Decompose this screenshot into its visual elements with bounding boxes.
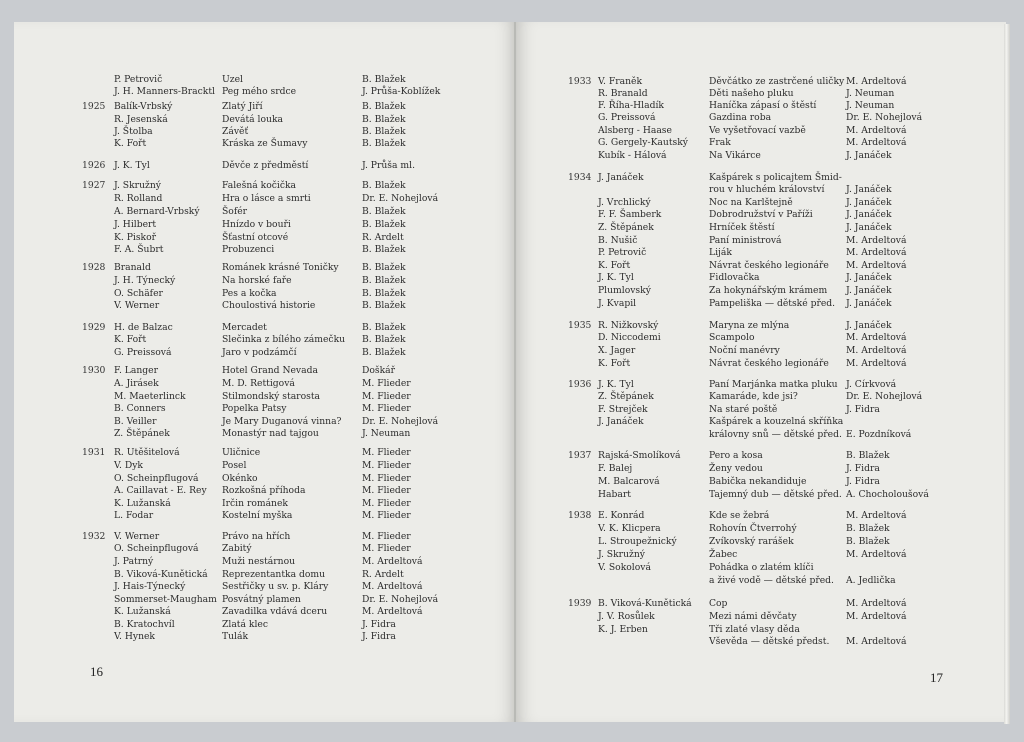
- entry-title: Ve vyšetřovací vazbě: [709, 125, 806, 136]
- entry-author: K. Lužanská: [114, 606, 171, 617]
- entry-year: 1936: [568, 379, 592, 390]
- entry-translator: M. Flieder: [362, 473, 411, 484]
- entry-translator: M. Flieder: [362, 531, 411, 542]
- entry-title: Právo na hřích: [222, 531, 291, 542]
- entry-title: Noc na Karlštejně: [709, 197, 793, 208]
- entry-title: Pampeliška — dětské před.: [709, 298, 836, 309]
- entry-title: a živé vodě — dětské před.: [709, 575, 834, 586]
- entry-title: Uličnice: [222, 447, 261, 458]
- entry-translator: J. Janáček: [846, 285, 892, 296]
- entry-author: J. Hilbert: [114, 219, 157, 230]
- entry-title: Pes a kočka: [222, 288, 277, 299]
- page-number-right: 17: [930, 670, 943, 685]
- entry-translator: M. Flieder: [362, 378, 411, 389]
- entry-title: Pero a kosa: [709, 450, 763, 461]
- page-number-left: 16: [90, 664, 103, 679]
- entry-title: Scampolo: [709, 332, 755, 343]
- entry-translator: M. Ardeltová: [846, 345, 907, 356]
- entry-translator: A. Chocholoušová: [846, 489, 929, 500]
- entry-title: Noční manévry: [709, 345, 780, 356]
- entry-author: R. Utěšitelová: [114, 447, 180, 458]
- entry-author: J. K. Tyl: [598, 379, 634, 390]
- entry-year: 1935: [568, 320, 592, 331]
- entry-translator: Dr. E. Nohejlová: [362, 594, 439, 605]
- entry-author: V. Sokolová: [598, 562, 651, 573]
- entry-translator: M. Flieder: [362, 391, 411, 402]
- entry-title: Kráska ze Šumavy: [222, 138, 308, 149]
- entry-year: 1926: [82, 160, 106, 171]
- entry-title: Zlatý Jiří: [222, 101, 263, 112]
- entry-translator: J. Janáček: [846, 272, 892, 283]
- entry-title: Návrat českého legionáře: [709, 260, 829, 271]
- entry-translator: B. Blažek: [362, 275, 406, 286]
- entry-year: 1925: [82, 101, 106, 112]
- entry-translator: M. Flieder: [362, 485, 411, 496]
- entry-author: X. Jager: [598, 345, 636, 356]
- entry-author: G. Preissová: [114, 347, 172, 358]
- entry-translator: J. Janáček: [846, 320, 892, 331]
- entry-translator: B. Blažek: [846, 450, 890, 461]
- entry-title: Návrat českého legionáře: [709, 358, 829, 369]
- entry-title: Na staré poště: [709, 404, 778, 415]
- entry-title: Děvče z předměstí: [222, 160, 309, 171]
- entry-title: Ženy vedou: [709, 463, 763, 474]
- entry-translator: B. Blažek: [362, 180, 406, 191]
- entry-translator: B. Blažek: [362, 322, 406, 333]
- entry-title: Hrníček štěstí: [709, 222, 775, 233]
- entry-author: K. Fořt: [114, 334, 147, 345]
- entry-translator: R. Ardelt: [362, 232, 404, 243]
- entry-translator: J. Církvová: [846, 379, 897, 390]
- entry-title: Kde se žebrá: [709, 510, 770, 521]
- entry-author: J. H. Manners-Bracktl: [114, 86, 215, 97]
- entry-title: Kašpárek s policajtem Šmid-: [709, 172, 842, 183]
- entry-title: Slečinka z bílého zámečku: [222, 334, 346, 345]
- entry-author: Rajská-Smolíková: [598, 450, 681, 461]
- entry-title: Zvíkovský rarášek: [709, 536, 794, 547]
- entry-translator: M. Ardeltová: [846, 235, 907, 246]
- entry-translator: M. Ardeltová: [846, 358, 907, 369]
- entry-author: G. Gergely-Kautský: [598, 137, 688, 148]
- entry-translator: B. Blažek: [362, 288, 406, 299]
- entry-title: Je Mary Duganová vinna?: [222, 416, 342, 427]
- entry-title: Na horské faře: [222, 275, 292, 286]
- entry-title: Zlatá klec: [222, 619, 268, 630]
- entry-author: R. Nižkovský: [598, 320, 659, 331]
- entry-title: Hnízdo v bouři: [222, 219, 291, 230]
- entry-translator: M. Flieder: [362, 543, 411, 554]
- entry-title: Za hokynářským krámem: [709, 285, 828, 296]
- entry-translator: J. Fidra: [362, 631, 396, 642]
- entry-title: královny snů — dětské před.: [709, 429, 842, 440]
- entry-author: Z. Štěpánek: [598, 222, 654, 233]
- entry-translator: M. Ardeltová: [846, 598, 907, 609]
- entry-translator: Dr. E. Nohejlová: [362, 193, 439, 204]
- entry-title: Šofér: [222, 206, 248, 217]
- entry-title: Fidlovačka: [709, 272, 760, 283]
- entry-author: Plumlovský: [598, 285, 651, 296]
- entry-author: J. Janáček: [598, 416, 644, 427]
- entry-translator: J. Janáček: [846, 197, 892, 208]
- entry-year: 1937: [568, 450, 592, 461]
- page-edges: [1004, 24, 1010, 724]
- entry-author: V. Werner: [114, 300, 160, 311]
- entry-title: Okénko: [222, 473, 258, 484]
- entry-author: B. Viková-Kunětická: [114, 569, 208, 580]
- entry-translator: B. Blažek: [362, 138, 406, 149]
- entry-author: J. Štolba: [114, 126, 153, 137]
- entry-author: J. Patrný: [114, 556, 154, 567]
- entry-author: Z. Štěpánek: [114, 428, 170, 439]
- entry-title: Paní Marjánka matka pluku: [709, 379, 838, 390]
- entry-title: Děti našeho pluku: [709, 88, 794, 99]
- entry-title: Žabec: [709, 549, 738, 560]
- entry-translator: B. Blažek: [362, 101, 406, 112]
- entry-title: Liják: [709, 247, 732, 258]
- entry-translator: M. Ardeltová: [846, 247, 907, 258]
- entry-author: Kubík - Hálová: [598, 150, 667, 161]
- entry-title: Kamaráde, kde jsi?: [709, 391, 798, 402]
- entry-translator: J. Fidra: [362, 619, 396, 630]
- right-page: [516, 22, 1006, 722]
- entry-title: Maryna ze mlýna: [709, 320, 790, 331]
- entry-title: Popelka Patsy: [222, 403, 287, 414]
- entry-translator: Dr. E. Nohejlová: [362, 416, 439, 427]
- entry-title: Gazdina roba: [709, 112, 772, 123]
- entry-title: Tajemný dub — dětské před.: [709, 489, 842, 500]
- entry-title: Sestřičky u sv. p. Kláry: [222, 581, 329, 592]
- entry-translator: Doškář: [362, 365, 396, 376]
- entry-translator: J. Janáček: [846, 298, 892, 309]
- entry-title: Kostelní myška: [222, 510, 293, 521]
- entry-author: J. Vrchlický: [598, 197, 651, 208]
- entry-title: Dobrodružství v Paříži: [709, 209, 813, 220]
- entry-translator: M. Flieder: [362, 403, 411, 414]
- entry-title: Románek krásné Toničky: [222, 262, 339, 273]
- entry-author: V. Franěk: [598, 76, 643, 87]
- entry-translator: M. Ardeltová: [846, 611, 907, 622]
- entry-author: Balík-Vrbský: [114, 101, 173, 112]
- entry-translator: B. Blažek: [362, 262, 406, 273]
- entry-author: B. Nušič: [598, 235, 638, 246]
- entry-title: Zabitý: [222, 543, 252, 554]
- entry-translator: M. Ardeltová: [846, 549, 907, 560]
- entry-author: L. Fodar: [114, 510, 154, 521]
- entry-translator: B. Blažek: [362, 126, 406, 137]
- entry-title: Mezi námi děvčaty: [709, 611, 797, 622]
- entry-author: K. Fořt: [598, 260, 631, 271]
- entry-author: A. Caillavat - E. Rey: [114, 485, 207, 496]
- entry-translator: M. Flieder: [362, 510, 411, 521]
- entry-year: 1929: [82, 322, 106, 333]
- entry-author: V. Werner: [114, 531, 160, 542]
- entry-author: F. Říha-Hladík: [598, 100, 664, 111]
- entry-author: V. K. Klicpera: [598, 523, 661, 534]
- entry-author: P. Petrovič: [114, 74, 163, 85]
- entry-translator: M. Ardeltová: [362, 581, 423, 592]
- entry-title: rou v hluchém království: [709, 184, 825, 195]
- entry-author: F. Balej: [598, 463, 633, 474]
- entry-title: Probuzenci: [222, 244, 275, 255]
- entry-translator: J. Neuman: [846, 100, 895, 111]
- entry-title: Děvčátko ze zastrčené uličky: [709, 76, 845, 87]
- entry-author: Habart: [598, 489, 631, 500]
- entry-title: Na Vikárce: [709, 150, 761, 161]
- entry-author: L. Stroupežnický: [598, 536, 677, 547]
- entry-author: F. Strejček: [598, 404, 648, 415]
- entry-author: F. A. Šubrt: [114, 244, 164, 255]
- entry-title: Stilmondský starosta: [222, 391, 320, 402]
- entry-translator: J. Fidra: [846, 404, 880, 415]
- entry-title: Irčin románek: [222, 498, 288, 509]
- entry-translator: B. Blažek: [362, 300, 406, 311]
- entry-author: F. F. Šamberk: [598, 209, 662, 220]
- entry-title: Hra o lásce a smrti: [222, 193, 311, 204]
- entry-title: Kašpárek a kouzelná skříňka: [709, 416, 844, 427]
- entry-author: A. Bernard-Vrbský: [114, 206, 200, 217]
- entry-author: B. Kratochvíl: [114, 619, 175, 630]
- entry-author: O. Schäfer: [114, 288, 163, 299]
- entry-title: Tři zlaté vlasy děda: [709, 624, 800, 635]
- entry-title: Vševěda — dětské předst.: [709, 636, 830, 647]
- entry-author: J. Hais-Týnecký: [114, 581, 186, 592]
- entry-title: Cop: [709, 598, 728, 609]
- entry-translator: E. Pozdníková: [846, 429, 912, 440]
- entry-title: Mercadet: [222, 322, 267, 333]
- entry-translator: J. Průša ml.: [362, 160, 415, 171]
- entry-author: K. Piskoř: [114, 232, 157, 243]
- entry-title: Hotel Grand Nevada: [222, 365, 318, 376]
- entry-author: O. Scheinpflugová: [114, 473, 199, 484]
- entry-translator: M. Ardeltová: [846, 636, 907, 647]
- entry-year: 1928: [82, 262, 106, 273]
- entry-translator: J. Janáček: [846, 184, 892, 195]
- entry-title: Posvátný plamen: [222, 594, 301, 605]
- entry-translator: M. Ardeltová: [846, 332, 907, 343]
- entry-year: 1931: [82, 447, 106, 458]
- entry-translator: J. Fidra: [846, 463, 880, 474]
- entry-author: G. Preissová: [598, 112, 656, 123]
- entry-title: Pohádka o zlatém klíči: [709, 562, 814, 573]
- entry-title: Reprezentantka domu: [222, 569, 326, 580]
- entry-translator: J. Janáček: [846, 209, 892, 220]
- entry-title: Jaro v podzámčí: [222, 347, 297, 358]
- entry-author: Branald: [114, 262, 151, 273]
- entry-author: H. de Balzac: [114, 322, 173, 333]
- entry-author: J. Skružný: [114, 180, 161, 191]
- entry-author: J. Janáček: [598, 172, 644, 183]
- entry-author: K. Lužanská: [114, 498, 171, 509]
- entry-author: E. Konrád: [598, 510, 645, 521]
- entry-author: J. Kvapil: [598, 298, 637, 309]
- entry-year: 1938: [568, 510, 592, 521]
- entry-translator: M. Flieder: [362, 498, 411, 509]
- entry-translator: A. Jedlička: [846, 575, 896, 586]
- entry-translator: J. Neuman: [846, 88, 895, 99]
- entry-title: Posel: [222, 460, 247, 471]
- entry-translator: Dr. E. Nohejlová: [846, 391, 923, 402]
- left-page: [14, 22, 516, 722]
- entry-title: Závěť: [222, 126, 249, 137]
- entry-author: F. Langer: [114, 365, 158, 376]
- entry-author: R. Branald: [598, 88, 648, 99]
- entry-translator: M. Ardeltová: [846, 510, 907, 521]
- entry-author: Z. Štěpánek: [598, 391, 654, 402]
- entry-translator: B. Blažek: [362, 206, 406, 217]
- entry-author: J. Skružný: [598, 549, 645, 560]
- entry-year: 1930: [82, 365, 106, 376]
- entry-translator: B. Blažek: [846, 523, 890, 534]
- entry-author: K. Fořt: [598, 358, 631, 369]
- entry-title: Monastýr nad tajgou: [222, 428, 319, 439]
- entry-year: 1933: [568, 76, 592, 87]
- entry-translator: M. Ardeltová: [846, 76, 907, 87]
- entry-title: Haníčka zápasí o štěstí: [709, 100, 817, 111]
- entry-title: Peg mého srdce: [222, 86, 297, 97]
- entry-year: 1939: [568, 598, 592, 609]
- entry-translator: Dr. E. Nohejlová: [846, 112, 923, 123]
- entry-author: R. Jesenská: [114, 114, 168, 125]
- entry-author: M. Balcarová: [598, 476, 660, 487]
- entry-translator: R. Ardelt: [362, 569, 404, 580]
- entry-author: A. Jirásek: [114, 378, 159, 389]
- entry-title: Rohovín Čtverrohý: [709, 523, 797, 534]
- entry-author: D. Niccodemi: [598, 332, 661, 343]
- entry-author: B. Veiller: [114, 416, 157, 427]
- entry-author: J. K. Tyl: [598, 272, 634, 283]
- entry-author: Sommerset-Maugham: [114, 594, 217, 605]
- entry-author: O. Scheinpflugová: [114, 543, 199, 554]
- entry-title: Devátá louka: [222, 114, 283, 125]
- entry-year: 1932: [82, 531, 106, 542]
- entry-author: P. Petrovič: [598, 247, 647, 258]
- entry-translator: M. Flieder: [362, 460, 411, 471]
- entry-title: Paní ministrová: [709, 235, 782, 246]
- entry-year: 1934: [568, 172, 592, 183]
- entry-author: J. H. Týnecký: [114, 275, 176, 286]
- entry-title: Zavadilka vdává dceru: [222, 606, 328, 617]
- entry-translator: B. Blažek: [362, 334, 406, 345]
- entry-author: J. V. Rosůlek: [598, 611, 655, 622]
- entry-author: V. Dyk: [114, 460, 143, 471]
- entry-year: 1927: [82, 180, 106, 191]
- entry-author: R. Rolland: [114, 193, 163, 204]
- entry-translator: B. Blažek: [846, 536, 890, 547]
- entry-translator: M. Ardeltová: [846, 260, 907, 271]
- entry-translator: B. Blažek: [362, 74, 406, 85]
- entry-title: Frak: [709, 137, 731, 148]
- entry-title: Tulák: [222, 631, 249, 642]
- entry-title: Muži nestárnou: [222, 556, 296, 567]
- book-spread: [6, 22, 1010, 730]
- entry-translator: M. Ardeltová: [362, 606, 423, 617]
- entry-translator: J. Janáček: [846, 222, 892, 233]
- entry-title: Šťastní otcové: [222, 232, 289, 243]
- entry-translator: M. Ardeltová: [846, 137, 907, 148]
- entry-translator: B. Blažek: [362, 114, 406, 125]
- entry-title: Falešná kočička: [222, 180, 297, 191]
- entry-translator: M. Ardeltová: [362, 556, 423, 567]
- entry-author: J. K. Tyl: [114, 160, 150, 171]
- entry-author: B. Conners: [114, 403, 166, 414]
- entry-translator: J. Průša-Koblížek: [362, 86, 441, 97]
- entry-translator: J. Janáček: [846, 150, 892, 161]
- entry-author: K. J. Erben: [598, 624, 648, 635]
- entry-title: M. D. Rettigová: [222, 378, 295, 389]
- entry-author: M. Maeterlinck: [114, 391, 186, 402]
- entry-title: Choulostivá historie: [222, 300, 316, 311]
- entry-title: Babička nekandiduje: [709, 476, 807, 487]
- entry-translator: J. Fidra: [846, 476, 880, 487]
- entry-author: K. Fořt: [114, 138, 147, 149]
- entry-translator: M. Flieder: [362, 447, 411, 458]
- entry-translator: J. Neuman: [362, 428, 411, 439]
- entry-author: Alsberg - Haase: [598, 125, 672, 136]
- entry-author: B. Viková-Kunětická: [598, 598, 692, 609]
- entry-title: Uzel: [222, 74, 243, 85]
- entry-translator: M. Ardeltová: [846, 125, 907, 136]
- entry-translator: B. Blažek: [362, 244, 406, 255]
- entry-translator: B. Blažek: [362, 347, 406, 358]
- entry-author: V. Hynek: [114, 631, 155, 642]
- entry-translator: B. Blažek: [362, 219, 406, 230]
- entry-title: Rozkošná příhoda: [222, 485, 306, 496]
